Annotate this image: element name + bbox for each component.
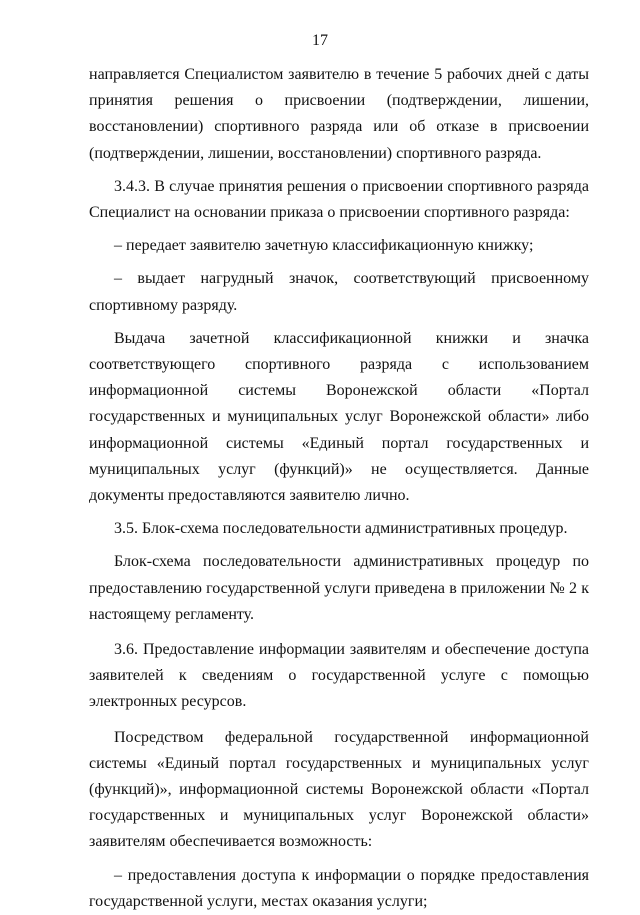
document-body: [89, 62, 589, 915]
paragraph-3-6-heading: 3.6. Предоставление информации заявителям и обеспечение доступа заявителей к сведениям о государственной услуге с помощью электронных ресурсов.: [89, 641, 589, 711]
page-number: 17: [312, 32, 328, 49]
paragraph-in-person-issuance: Выдача зачетной классификационной книжки и значка соответствующего спортивного разряда с использованием информационной системы Воронежской области «Портал государственных и муниципальных услуг Воронежской области» либо информационной системы «Единый портал государственных и муниципальных услуг (функций)» не осуществляется. Данные документы предоставляются заявителю лично.: [89, 329, 589, 505]
list-item-record-book: – передает заявителю зачетную классификационную книжку;: [114, 237, 534, 255]
paragraph-notification-term: направляется Специалистом заявителю в течение 5 рабочих дней с даты принятия решения о присвоении (подтверждении, лишении, восстановлении) спортивного разряда или об отказе в присвоении (подтверждении, лишении, восстановлении) спортивного разряда.: [89, 66, 589, 162]
paragraph-portal-capabilities: Посредством федеральной государственной информационной системы «Единый портал государственных и муниципальных услуг (функций)», информационной системы Воронежской области «Портал государственных и муниципальных услуг Воронежской области» заявителям обеспечивается возможность:: [89, 728, 589, 851]
paragraph-flowchart-reference: Блок-схема последовательности административных процедур по предоставлению государственной услуги приведена в приложении № 2 к настоящему регламенту.: [89, 553, 589, 623]
list-item-information-access: – предоставления доступа к информации о порядке предоставления государственной услуги, местах оказания услуги;: [89, 866, 589, 910]
list-item-badge: – выдает нагрудный значок, соответствующий присвоенному спортивному разряду.: [89, 270, 589, 314]
paragraph-3-5-heading: 3.5. Блок-схема последовательности административных процедур.: [114, 520, 568, 538]
paragraph-3-4-3: 3.4.3. В случае принятия решения о присвоении спортивного разряда Специалист на основании приказа о присвоении спортивного разряда:: [89, 177, 589, 222]
